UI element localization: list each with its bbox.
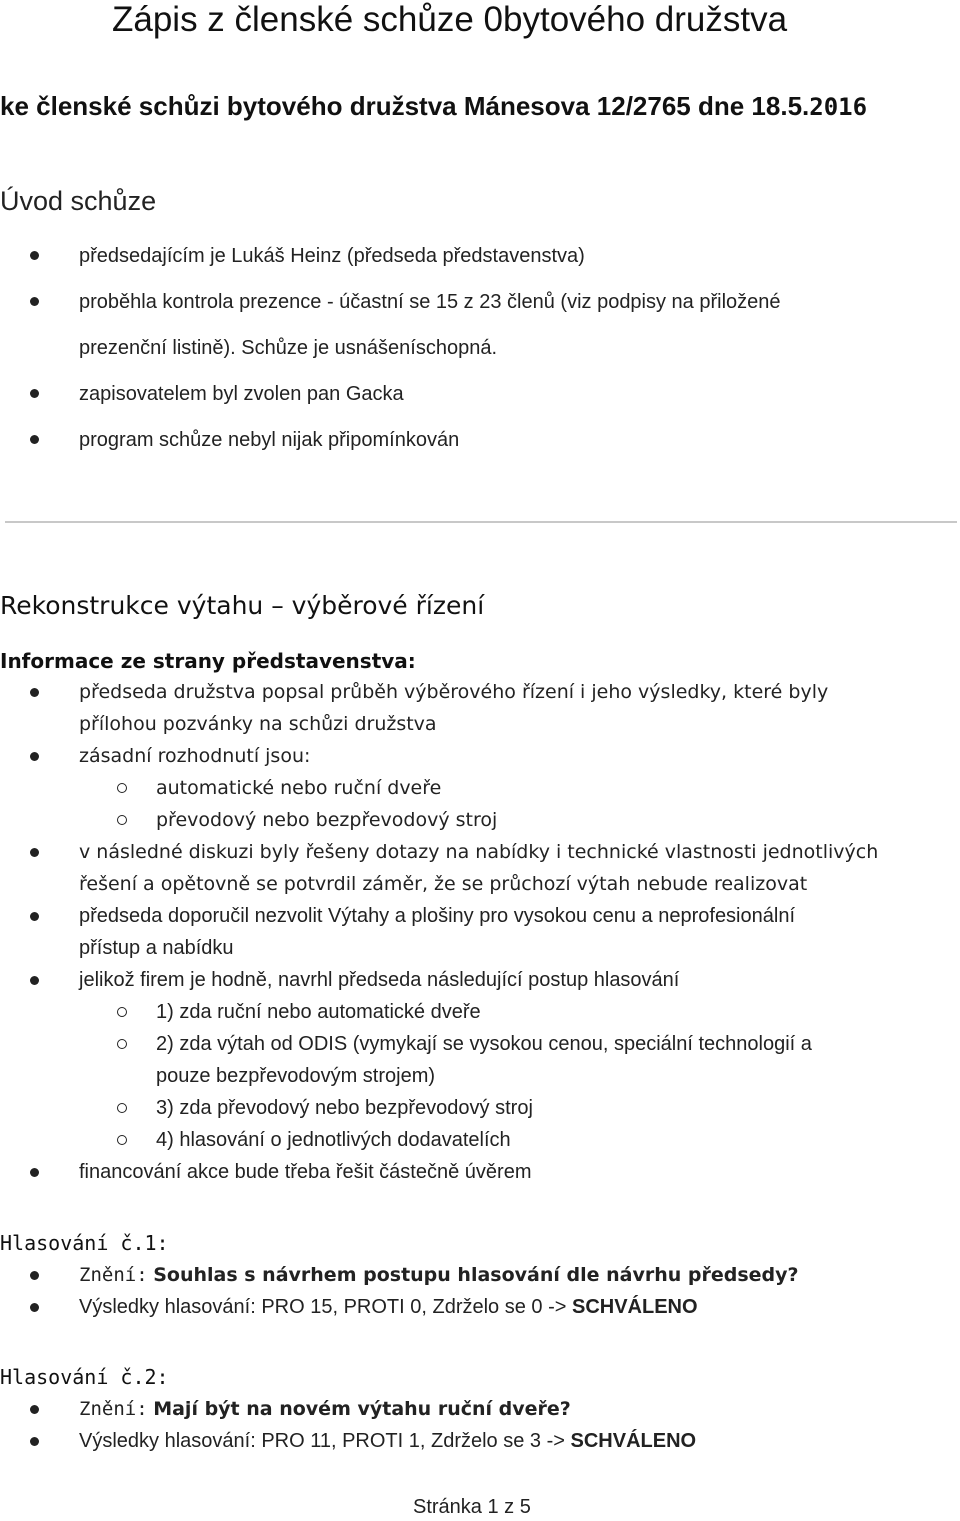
bullet-icon [30,1271,39,1280]
subtitle-text: ke členské schůzi bytového družstva Mánesova 12/2765 dne 18.5. [0,91,810,121]
document-subtitle [0,86,867,127]
bullet-icon [30,976,39,985]
list-item: předseda doporučil nezvolit Výtahy a plošiny pro vysokou cenu a neprofesionální [79,902,795,930]
bullet-icon [30,435,39,444]
bullet-icon [30,1168,39,1177]
vote-1-heading: Hlasování č.1: [0,1231,169,1255]
bullet-icon [30,251,39,260]
list-item-continuation: přílohou pozvánky na schůzi družstva [79,713,437,735]
vote-result: Výsledky hlasování: PRO 11, PROTI 1, Zdrželo se 3 -> SCHVÁLENO [79,1427,696,1455]
sub-list-item: 3) zda převodový nebo bezpřevodový stroj [156,1094,533,1122]
circle-bullet-icon [117,1103,127,1113]
vote-2-heading: Hlasování č.2: [0,1365,169,1389]
list-item: zapisovatelem byl zvolen pan Gacka [79,379,404,409]
list-item: předsedajícím je Lukáš Heinz (předseda představenstva) [79,241,585,271]
list-item-continuation: prezenční listině). Schůze je usnášeníschopná. [79,337,498,359]
sub-list-item: 2) zda výtah od ODIS (vymykají se vysokou cenou, speciální technologií a [156,1030,812,1058]
section-heading: Rekonstrukce výtahu – výběrové řízení [0,591,485,620]
bullet-icon [30,389,39,398]
list-item: předseda družstva popsal průběh výběrového řízení i jeho výsledky, které byly [79,678,828,706]
vote-result: Výsledky hlasování: PRO 15, PROTI 0, Zdrželo se 0 -> SCHVÁLENO [79,1293,698,1321]
list-item: financování akce bude třeba řešit částečně úvěrem [79,1158,531,1186]
bullet-icon [30,688,39,697]
bullet-icon [30,1405,39,1414]
circle-bullet-icon [117,1007,127,1017]
sub-list-item: 1) zda ruční nebo automatické dveře [156,998,481,1026]
list-item: program schůze nebyl nijak připomínkován [79,425,459,455]
sub-list-item: 4) hlasování o jednotlivých dodavatelích [156,1126,511,1154]
circle-bullet-icon [117,815,127,825]
subtitle-year: 2016 [809,93,868,121]
bullet-icon [30,1437,39,1446]
sub-list-item-continuation: pouze bezpřevodovým strojem) [156,1065,436,1087]
page-number: Stránka 1 z 5 [413,1496,531,1518]
list-item: zásadní rozhodnutí jsou: [79,742,310,770]
bullet-icon [30,1303,39,1312]
list-item-continuation: řešení a opětovně se potvrdil záměr, že se průchozí výtah nebude realizovat [79,873,808,895]
bullet-icon [30,297,39,306]
sub-list-item: převodový nebo bezpřevodový stroj [156,806,497,834]
vote-verdict: SCHVÁLENO [571,1296,698,1318]
list-item-continuation: přístup a nabídku [79,937,234,959]
list-item: proběhla kontrola prezence - účastní se 15 z 23 členů (viz podpisy na přiložené [79,287,781,317]
bullet-icon [30,848,39,857]
circle-bullet-icon [117,1039,127,1049]
circle-bullet-icon [117,1135,127,1145]
section-subheading: Informace ze strany představenstva: [0,649,416,673]
section-divider [5,521,957,523]
list-item: v následné diskuzi byly řešeny dotazy na nabídky i technické vlastnosti jednotlivých [79,838,878,866]
vote-question: Znění: Mají být na novém výtahu ruční dveře? [79,1395,571,1423]
list-item: jelikož firem je hodně, navrhl předseda následující postup hlasování [79,966,679,994]
vote-question: Znění: Souhlas s návrhem postupu hlasování dle návrhu předsedy? [79,1261,799,1289]
vote-verdict: SCHVÁLENO [570,1430,697,1452]
intro-heading: Úvod schůze [0,186,157,216]
document-title: Zápis z členské schůze 0bytového družstva [112,0,788,39]
circle-bullet-icon [117,783,127,793]
sub-list-item: automatické nebo ruční dveře [156,774,441,802]
bullet-icon [30,912,39,921]
bullet-icon [30,752,39,761]
